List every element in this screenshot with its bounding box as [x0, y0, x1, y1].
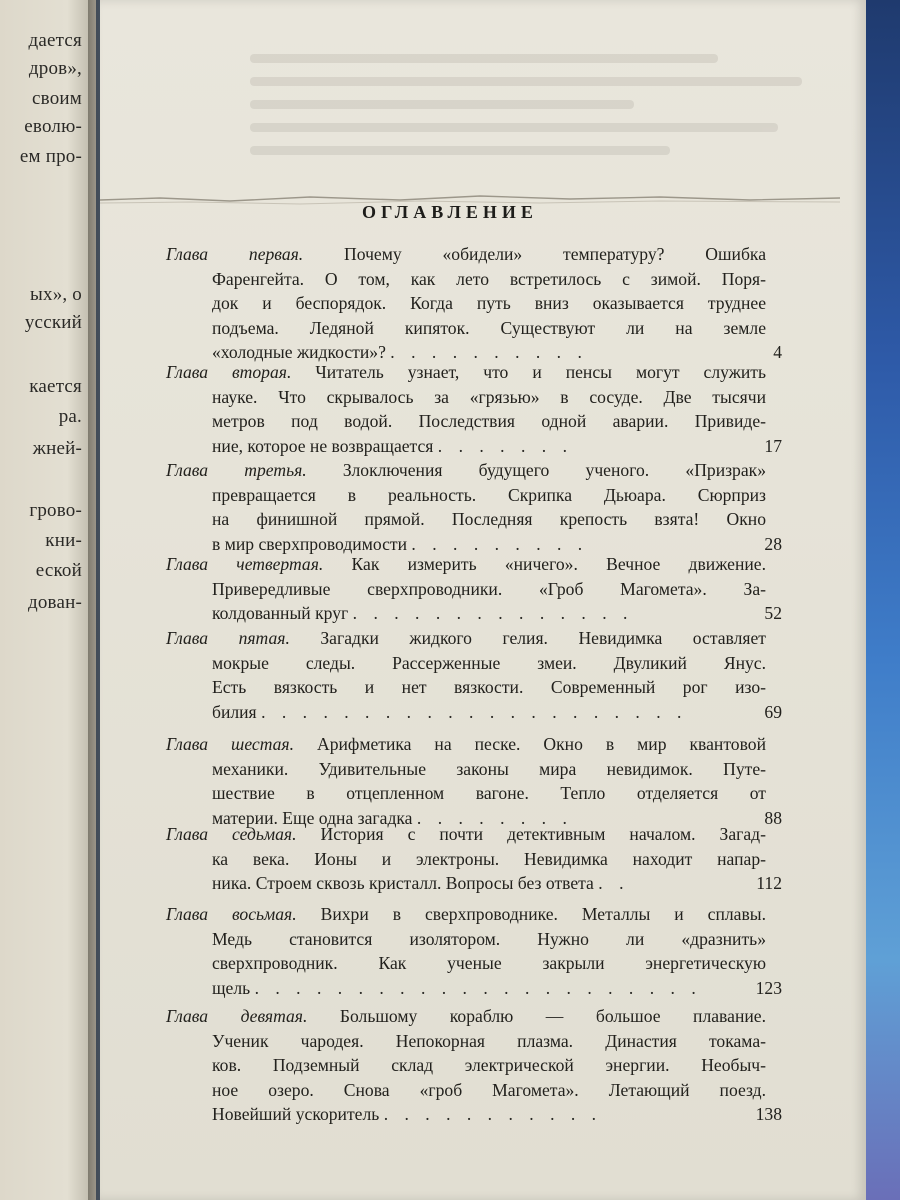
facing-page-fragment: еской: [35, 560, 82, 581]
leader-dots: . . . . . . .: [437, 435, 573, 456]
chapter-line: док и беспорядок. Когда путь вниз оказывается труднее: [212, 293, 766, 313]
chapter-last-line: щель: [212, 977, 251, 998]
toc-entry[interactable]: [166, 626, 782, 724]
chapter-line: ное озеро. Снова «гроб Магомета». Летающий поезд.: [212, 1079, 766, 1100]
page-number: 123: [755, 977, 782, 998]
page-number: 69: [764, 701, 782, 722]
chapter-first-line: Как измерить «ничего». Вечное движение.: [351, 554, 766, 574]
facing-page-fragment: усский: [24, 312, 82, 333]
chapter-line: превращается в реальность. Скрипка Дьюара. Сюрприз: [212, 484, 766, 505]
chapter-first-line: Большому кораблю — большое плавание.: [339, 1006, 766, 1026]
toc-entry[interactable]: [166, 242, 782, 365]
chapter-line: ков. Подземный склад электрической энергии. Необыч-: [212, 1055, 766, 1075]
leader-dots: . . . . . . . . .: [411, 533, 589, 554]
chapter-last-line: в мир сверхпроводимости: [212, 533, 408, 554]
toc-entry[interactable]: [166, 822, 782, 896]
toc-title: ОГЛАВЛЕНИЕ: [362, 202, 538, 222]
chapter-line: науке. Что скрывалось за «грязью» в сосуде. Две тысячи: [212, 386, 766, 407]
chapter-label: Глава первая.: [166, 244, 304, 264]
chapter-last-line: материи. Еще одна загадка: [212, 807, 413, 828]
facing-page-fragment: кается: [29, 376, 82, 397]
chapter-first-line: Злоключения будущего ученого. «Призрак»: [342, 460, 767, 480]
page-number: 28: [764, 533, 782, 554]
toc-entry[interactable]: [166, 552, 782, 626]
facing-page-fragment: еволю-: [24, 116, 82, 137]
chapter-first-line: Вихри в сверхпроводнике. Металлы и сплавы.: [320, 904, 766, 924]
chapter-label: Глава шестая.: [166, 734, 295, 754]
chapter-line: метров под водой. Последствия одной аварии. Привиде-: [212, 411, 766, 431]
toc-entry[interactable]: [166, 360, 782, 458]
chapter-last-line: ние, которое не возвращается: [212, 435, 434, 456]
facing-page-fragment: ем про-: [19, 146, 82, 167]
facing-page-fragment: кни-: [45, 530, 82, 551]
facing-page-fragment: ых», о: [30, 284, 82, 305]
page-number: 88: [764, 807, 782, 828]
chapter-label: Глава третья.: [166, 460, 307, 480]
chapter-line: Есть вязкость и нет вязкости. Современный рог изо-: [212, 677, 766, 697]
facing-page: [0, 0, 96, 1200]
page-number: 17: [764, 435, 782, 456]
leader-dots: . . . . . . . . . . . . . . . . . . . . . .: [254, 977, 702, 998]
chapter-line: ка века. Ионы и электроны. Невидимка находит напар-: [212, 848, 766, 869]
chapter-last-line: Новейший ускоритель: [212, 1104, 380, 1124]
facing-page-fragment: жней-: [32, 438, 82, 459]
bleed-through-text: [250, 40, 850, 180]
chapter-label: Глава седьмая.: [166, 824, 297, 844]
facing-page-fragment: ра.: [58, 406, 82, 427]
chapter-label: Глава девятая.: [166, 1006, 308, 1026]
chapter-first-line: Читатель узнает, что и пенсы могут служить: [315, 362, 766, 382]
page-number: 112: [756, 873, 782, 893]
toc-entry[interactable]: [166, 1004, 782, 1127]
chapter-first-line: Арифметика на песке. Окно в мир квантовой: [317, 734, 766, 754]
page-number: 52: [764, 603, 782, 623]
chapter-line: на финишной прямой. Последняя крепость взята! Окно: [212, 509, 766, 529]
chapter-last-line: колдованный круг: [212, 603, 349, 623]
toc-entry[interactable]: [166, 458, 782, 556]
chapter-line: Медь становится изолятором. Нужно ли «дразнить»: [212, 928, 766, 949]
page-number: 138: [755, 1104, 782, 1124]
chapter-first-line: Почему «обидели» температуру? Ошибка: [344, 244, 766, 264]
leader-dots: . . . . . . . . . . .: [383, 1104, 603, 1124]
chapter-label: Глава четвертая.: [166, 554, 324, 574]
facing-page-fragment: дров»,: [28, 58, 82, 79]
facing-page-fragment: своим: [32, 88, 82, 109]
chapter-first-line: История с почти детективным началом. Загад-: [320, 824, 766, 844]
facing-page-fragment: дован-: [27, 592, 82, 613]
chapter-line: механики. Удивительные законы мира невидимок. Путе-: [212, 758, 766, 779]
leader-dots: . . . . . . . . . . . . . .: [352, 603, 634, 623]
chapter-first-line: Загадки жидкого гелия. Невидимка оставляет: [320, 628, 766, 648]
chapter-label: Глава вторая.: [166, 362, 292, 382]
leader-dots: . . . . . . . .: [416, 807, 573, 828]
chapter-label: Глава пятая.: [166, 628, 290, 648]
chapter-line: сверхпроводник. Как ученые закрыли энергетическую: [212, 953, 766, 973]
chapter-last-line: билия: [212, 701, 257, 722]
facing-page-fragment: грово-: [29, 500, 82, 521]
chapter-line: Привередливые сверхпроводники. «Гроб Магомета». За-: [212, 578, 766, 599]
leader-dots: . . . . . . . . . . . . . . . . . . . . .: [261, 701, 688, 722]
chapter-last-line: «холодные жидкости»?: [212, 342, 386, 362]
facing-page-fragment: дается: [28, 30, 82, 51]
chapter-line: мокрые следы. Рассерженные змеи. Двуликий Янус.: [212, 652, 766, 673]
chapter-label: Глава восьмая.: [166, 904, 297, 924]
chapter-line: подъема. Ледяной кипяток. Существуют ли на земле: [212, 317, 766, 338]
chapter-line: шествие в отцепленном вагоне. Тепло отделяется от: [212, 783, 766, 803]
leader-dots: . .: [598, 873, 630, 893]
toc-entry[interactable]: [166, 732, 782, 830]
chapter-last-line: ника. Строем сквозь кристалл. Вопросы без ответа: [212, 873, 594, 893]
chapter-line: Ученик чародея. Непокорная плазма. Династия токама-: [212, 1030, 766, 1051]
chapter-line: Фаренгейта. О том, как лето встретилось с зимой. Поря-: [212, 268, 766, 289]
page-number: 4: [773, 342, 782, 362]
toc-entry[interactable]: [166, 902, 782, 1000]
leader-dots: . . . . . . . . . .: [390, 342, 588, 362]
